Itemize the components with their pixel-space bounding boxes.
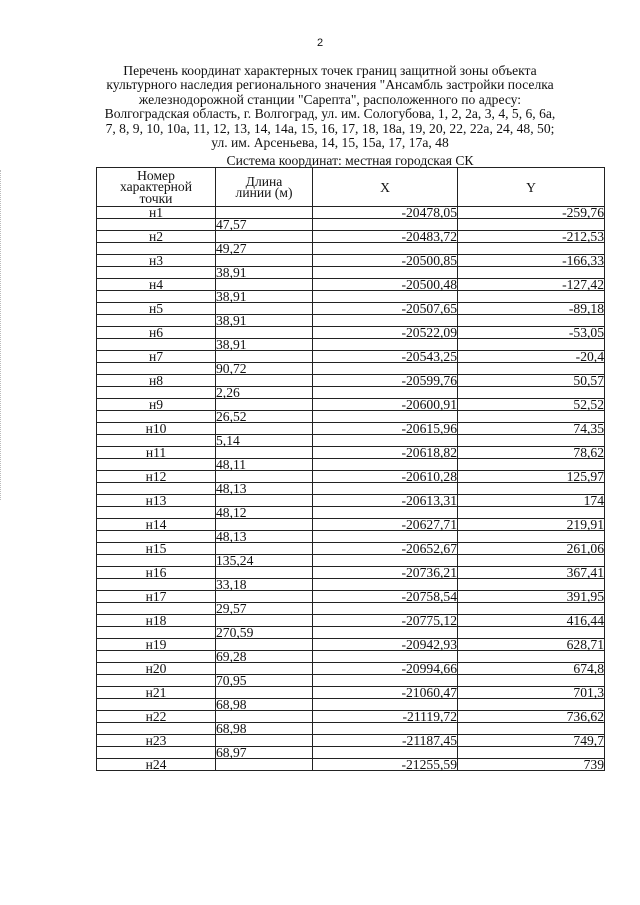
- point-number-cell: н10: [97, 423, 216, 435]
- x-coordinate-cell: -20618,82: [313, 447, 458, 459]
- page-number: 2: [316, 37, 324, 49]
- y-coordinate-cell: 174: [458, 495, 605, 507]
- title-line: культурного наследия регионального значения "Ансамбль застройки поселка: [106, 77, 554, 93]
- header-y: Y: [458, 168, 605, 207]
- y-coordinate-cell: 367,41: [458, 567, 605, 579]
- point-number-cell: н4: [97, 279, 216, 291]
- y-coordinate-cell: -89,18: [458, 303, 605, 315]
- x-coordinate-cell: -20599,76: [313, 375, 458, 387]
- line-length-cell: 70,95: [216, 675, 313, 687]
- x-coordinate-cell: -20942,93: [313, 639, 458, 651]
- length-row: [97, 507, 605, 519]
- y-coordinate-cell: 74,35: [458, 423, 605, 435]
- y-coordinate-cell: 219,91: [458, 519, 605, 531]
- y-coordinate-cell: 674,8: [458, 663, 605, 675]
- y-coordinate-cell: 261,06: [458, 543, 605, 555]
- coordinate-system-caption: Система координат: местная городская СК: [226, 153, 474, 168]
- length-row: [97, 387, 605, 399]
- point-row: [97, 423, 605, 435]
- line-length-cell: 38,91: [216, 267, 313, 279]
- x-coordinate-cell: -20610,28: [313, 471, 458, 483]
- table-header-row: [97, 168, 605, 207]
- empty-cell: [458, 483, 605, 495]
- point-row: [97, 591, 605, 603]
- point-row: [97, 303, 605, 315]
- point-row: [97, 207, 605, 219]
- empty-cell: [458, 747, 605, 759]
- header-x: X: [313, 168, 458, 207]
- point-row: [97, 399, 605, 411]
- y-coordinate-cell: 628,71: [458, 639, 605, 651]
- title-line: Волгоградская область, г. Волгоград, ул. им. Сологубова, 1, 2, 2а, 3, 4, 5, 6, 6а,: [104, 106, 556, 122]
- line-length-cell: 68,98: [216, 723, 313, 735]
- y-coordinate-cell: -53,05: [458, 327, 605, 339]
- point-number-cell: н21: [97, 687, 216, 699]
- point-row: [97, 471, 605, 483]
- x-coordinate-cell: -20994,66: [313, 663, 458, 675]
- point-number-cell: н5: [97, 303, 216, 315]
- line-length-cell: 48,11: [216, 459, 313, 471]
- header-text: Длина: [245, 173, 283, 189]
- point-number-cell: н24: [97, 759, 216, 771]
- length-row: [97, 363, 605, 375]
- point-number-cell: н22: [97, 711, 216, 723]
- x-coordinate-cell: -21119,72: [313, 711, 458, 723]
- point-number-cell: н23: [97, 735, 216, 747]
- x-coordinate-cell: -20507,65: [313, 303, 458, 315]
- scan-edge-marks: [0, 170, 5, 500]
- line-length-cell: 38,91: [216, 315, 313, 327]
- title-line: 7, 8, 9, 10, 10а, 11, 12, 13, 14, 14а, 15, 16, 17, 18, 18а, 19, 20, 22, 22а, 24, 48, 50;: [105, 120, 555, 136]
- length-row: [97, 459, 605, 471]
- point-number-cell: н17: [97, 591, 216, 603]
- y-coordinate-cell: 749,7: [458, 735, 605, 747]
- point-row: [97, 687, 605, 699]
- length-row: [97, 483, 605, 495]
- length-row: [97, 651, 605, 663]
- header-text: точки: [139, 190, 173, 206]
- y-coordinate-cell: -166,33: [458, 255, 605, 267]
- length-row: [97, 627, 605, 639]
- line-length-cell: 90,72: [216, 363, 313, 375]
- x-coordinate-cell: -20543,25: [313, 351, 458, 363]
- x-coordinate-cell: -20600,91: [313, 399, 458, 411]
- x-coordinate-cell: -21255,59: [313, 759, 458, 771]
- length-row: [97, 675, 605, 687]
- x-coordinate-cell: -20758,54: [313, 591, 458, 603]
- y-coordinate-cell: 701,3: [458, 687, 605, 699]
- title-line: ул. им. Арсеньева, 14, 15, 15а, 17, 17а, 48: [211, 135, 449, 151]
- point-number-cell: н13: [97, 495, 216, 507]
- length-row: [97, 579, 605, 591]
- point-number-cell: н14: [97, 519, 216, 531]
- line-length-cell: 38,91: [216, 291, 313, 303]
- length-row: [97, 219, 605, 231]
- y-coordinate-cell: 739: [458, 759, 605, 771]
- point-row: [97, 567, 605, 579]
- length-row: [97, 435, 605, 447]
- point-row: [97, 639, 605, 651]
- y-coordinate-cell: 78,62: [458, 447, 605, 459]
- point-number-cell: н6: [97, 327, 216, 339]
- line-length-cell: 29,57: [216, 603, 313, 615]
- length-row: [97, 315, 605, 327]
- point-number-cell: н2: [97, 231, 216, 243]
- line-length-cell: 68,98: [216, 699, 313, 711]
- empty-length-cell: [216, 759, 313, 771]
- y-coordinate-cell: -20,4: [458, 351, 605, 363]
- coordinates-table: [96, 167, 605, 771]
- length-row: [97, 603, 605, 615]
- point-number-cell: н12: [97, 471, 216, 483]
- y-coordinate-cell: 50,57: [458, 375, 605, 387]
- line-length-cell: 5,14: [216, 435, 313, 447]
- x-coordinate-cell: -20500,85: [313, 255, 458, 267]
- line-length-cell: 48,13: [216, 531, 313, 543]
- x-coordinate-cell: -20775,12: [313, 615, 458, 627]
- point-row: [97, 495, 605, 507]
- x-coordinate-cell: -21187,45: [313, 735, 458, 747]
- length-row: [97, 267, 605, 279]
- header-text: линии (м): [235, 185, 293, 200]
- point-row: [97, 735, 605, 747]
- point-row: [97, 663, 605, 675]
- line-length-cell: 2,26: [216, 387, 313, 399]
- line-length-cell: 38,91: [216, 339, 313, 351]
- x-coordinate-cell: -20522,09: [313, 327, 458, 339]
- line-length-cell: 33,18: [216, 579, 313, 591]
- y-coordinate-cell: -259,76: [458, 207, 605, 219]
- point-row: [97, 615, 605, 627]
- title-line: Перечень координат характерных точек границ защитной зоны объекта: [123, 63, 537, 78]
- y-coordinate-cell: -212,53: [458, 231, 605, 243]
- table-body: [97, 207, 605, 771]
- line-length-cell: 49,27: [216, 243, 313, 255]
- point-number-cell: н9: [97, 399, 216, 411]
- line-length-cell: 68,97: [216, 747, 313, 759]
- length-row: [97, 291, 605, 303]
- x-coordinate-cell: -20652,67: [313, 543, 458, 555]
- length-row: [97, 555, 605, 567]
- header-point-number: [97, 168, 216, 207]
- length-row: [97, 339, 605, 351]
- y-coordinate-cell: 52,52: [458, 399, 605, 411]
- point-number-cell: н1: [97, 207, 216, 219]
- line-length-cell: 69,28: [216, 651, 313, 663]
- point-row: [97, 375, 605, 387]
- length-row: [97, 699, 605, 711]
- x-coordinate-cell: -20483,72: [313, 231, 458, 243]
- length-row: [97, 747, 605, 759]
- point-row: [97, 351, 605, 363]
- y-coordinate-cell: -127,42: [458, 279, 605, 291]
- point-number-cell: н20: [97, 663, 216, 675]
- point-number-cell: н15: [97, 543, 216, 555]
- point-row: [97, 231, 605, 243]
- y-coordinate-cell: 125,97: [458, 471, 605, 483]
- header-line-length: [216, 168, 313, 207]
- x-coordinate-cell: -20478,05: [313, 207, 458, 219]
- point-number-cell: н3: [97, 255, 216, 267]
- length-row: [97, 531, 605, 543]
- point-number-cell: н18: [97, 615, 216, 627]
- point-number-cell: н16: [97, 567, 216, 579]
- x-coordinate-cell: -21060,47: [313, 687, 458, 699]
- point-number-cell: н19: [97, 639, 216, 651]
- y-coordinate-cell: 416,44: [458, 615, 605, 627]
- y-coordinate-cell: 391,95: [458, 591, 605, 603]
- point-row: [97, 711, 605, 723]
- header-text: Номер: [137, 167, 175, 183]
- point-row: [97, 519, 605, 531]
- line-length-cell: 47,57: [216, 219, 313, 231]
- title-line: железнодорожной станции "Сарепта", расположенного по адресу:: [138, 91, 522, 107]
- line-length-cell: 48,12: [216, 507, 313, 519]
- line-length-cell: 135,24: [216, 555, 313, 567]
- length-row: [97, 243, 605, 255]
- x-coordinate-cell: -20500,48: [313, 279, 458, 291]
- length-row: [97, 411, 605, 423]
- point-number-cell: н8: [97, 375, 216, 387]
- line-length-cell: 270,59: [216, 627, 313, 639]
- point-number-cell: н7: [97, 351, 216, 363]
- x-coordinate-cell: -20613,31: [313, 495, 458, 507]
- point-row: [97, 255, 605, 267]
- point-row: [97, 447, 605, 459]
- point-row: [97, 543, 605, 555]
- x-coordinate-cell: -20627,71: [313, 519, 458, 531]
- x-coordinate-cell: -20736,21: [313, 567, 458, 579]
- header-text: характерной: [119, 179, 193, 195]
- y-coordinate-cell: 736,62: [458, 711, 605, 723]
- line-length-cell: 48,13: [216, 483, 313, 495]
- point-row: [97, 759, 605, 771]
- length-row: [97, 723, 605, 735]
- document-title: [80, 64, 580, 150]
- line-length-cell: 26,52: [216, 411, 313, 423]
- point-row: [97, 279, 605, 291]
- point-number-cell: н11: [97, 447, 216, 459]
- x-coordinate-cell: -20615,96: [313, 423, 458, 435]
- point-row: [97, 327, 605, 339]
